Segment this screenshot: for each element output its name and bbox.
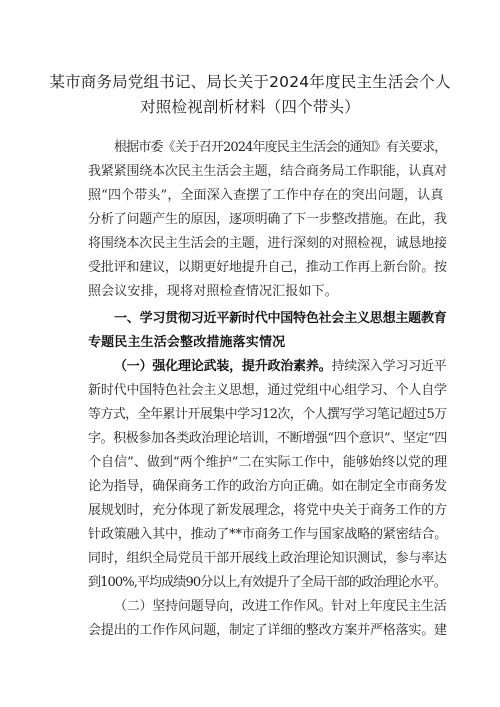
body-line: 论为指导，确保商务工作的政治方向正确。如在制定全市商务发	[88, 479, 447, 494]
intro-line: 我紧紧围绕本次民主生活会主题，结合商务局工作职能，认真对	[88, 164, 447, 179]
intro-line: 照会议安排，现将对照检查情况汇报如下。	[88, 284, 338, 299]
subsection-1-heading: （一）强化理论武装，提升政治素养。	[114, 359, 332, 374]
intro-line: 受批评和建议，以期更好地提升自己，推动工作再上新台阶。按	[88, 260, 447, 275]
body-line: 到100%,平均成绩90分以上,有效提升了全局干部的政治理论水平。	[88, 575, 446, 590]
section-heading: 一、学习贯彻习近平新时代中国特色社会主义思想主题教育	[114, 311, 447, 326]
body-line: 字。积极参加各类政治理论培训，不断增强“四个意识”、坚定“四	[88, 431, 447, 446]
body-line: 展规划时，充分体现了新发展理念，将党中央关于商务工作的方	[88, 503, 447, 518]
body-line: 同时，组织全局党员干部开展线上政治理论知识测试，参与率达	[88, 551, 447, 566]
body-line: 新时代中国特色社会主义思想，通过党组中心组学习、个人自学	[88, 383, 447, 398]
subsection-1-first-line	[114, 355, 448, 374]
body-line: 会提出的工作作风问题，制定了详细的整改方案并严格落实。建	[88, 623, 447, 638]
body-line: 个自信”、做到“两个维护”二在实际工作中，能够始终以党的理	[88, 455, 448, 470]
body-line: 针政策融入其中，推动了**市商务工作与国家战略的紧密结合。	[88, 527, 448, 542]
subsection-2-first-line: （二）坚持问题导向，改进工作作风。针对上年度民主生活	[114, 599, 447, 614]
intro-line: 根据市委《关于召开2024年度民主生活会的通知》有关要求，	[114, 140, 447, 155]
document-title-line-2: 对照检视剖析材料（四个带头）	[140, 98, 360, 116]
section-heading-continued: 专题民主生活会整改措施落实情况	[88, 335, 286, 350]
intro-line: 将围绕本次民主生活会的主题，进行深刻的对照检视，诚恳地接	[88, 236, 447, 251]
intro-line: 分析了问题产生的原因，逐项明确了下一步整改措施。在此，我	[88, 212, 447, 227]
intro-line: 照“四个带头”，全面深入查摆了工作中存在的突出问题，认真	[88, 188, 444, 203]
subsection-1-text: 持续深入学习习近平	[331, 359, 447, 374]
body-line: 等方式，全年累计开展集中学习12次，个人撰写学习笔记超过5万	[88, 407, 447, 422]
document-title-line-1: 某市商务局党组书记、局长关于2024年度民主生活会个人	[49, 73, 451, 91]
